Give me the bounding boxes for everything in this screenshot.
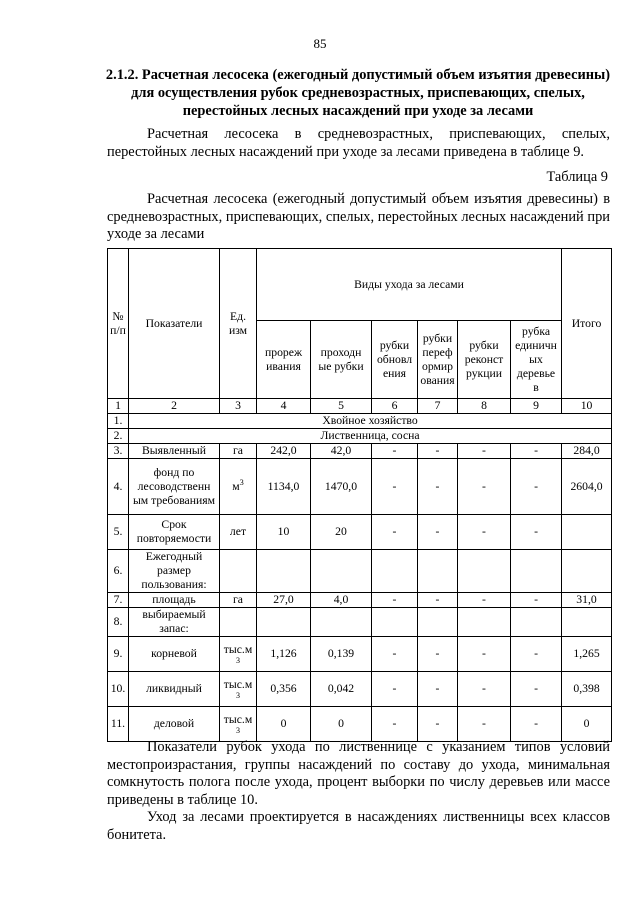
table-row bbox=[108, 593, 612, 608]
row-unit bbox=[220, 707, 257, 742]
column-number: 7 bbox=[418, 399, 458, 414]
row-value: 0 bbox=[311, 707, 372, 742]
unit-text: тыс.м bbox=[223, 678, 253, 691]
row-value: - bbox=[418, 672, 458, 707]
row-value: - bbox=[372, 672, 418, 707]
data-table bbox=[107, 248, 612, 742]
unit-text: га bbox=[233, 444, 243, 457]
table-body bbox=[108, 414, 612, 742]
row-value: - bbox=[458, 444, 511, 459]
row-value: - bbox=[372, 515, 418, 550]
row-value: - bbox=[458, 459, 511, 515]
row-value: 0,139 bbox=[311, 637, 372, 672]
row-indicator: площадь bbox=[129, 593, 220, 608]
unit-subscript: 3 bbox=[236, 656, 240, 665]
row-value: 0,042 bbox=[311, 672, 372, 707]
row-value: - bbox=[418, 593, 458, 608]
row-unit bbox=[220, 515, 257, 550]
row-value: - bbox=[511, 593, 562, 608]
row-indicator: деловой bbox=[129, 707, 220, 742]
row-value: 10 bbox=[257, 515, 311, 550]
row-value bbox=[458, 608, 511, 637]
header-type: рубки переф ормир ования bbox=[418, 321, 458, 399]
row-indicator: выбираемый запас: bbox=[129, 608, 220, 637]
row-indicator: Ежегодный размер пользования: bbox=[129, 550, 220, 593]
row-number: 6. bbox=[108, 550, 129, 593]
header-type: прореж ивания bbox=[257, 321, 311, 399]
row-unit bbox=[220, 672, 257, 707]
row-indicator: фонд по лесоводственн ым требованиям bbox=[129, 459, 220, 515]
row-number: 9. bbox=[108, 637, 129, 672]
row-value: - bbox=[511, 637, 562, 672]
row-value: 0,356 bbox=[257, 672, 311, 707]
row-number: 7. bbox=[108, 593, 129, 608]
section-heading: 2.1.2. Расчетная лесосека (ежегодный допустимый объем изъятия древесины) для осуществления рубок средневозрастных, приспевающих, спелых, перестойных лесных насаждений при уходе за лесами bbox=[105, 67, 611, 119]
column-number-row bbox=[108, 399, 612, 414]
row-value: - bbox=[372, 459, 418, 515]
row-value: - bbox=[458, 672, 511, 707]
row-value: 1470,0 bbox=[311, 459, 372, 515]
column-number: 2 bbox=[129, 399, 220, 414]
row-value: - bbox=[372, 593, 418, 608]
column-number: 4 bbox=[257, 399, 311, 414]
row-indicator: Выявленный bbox=[129, 444, 220, 459]
column-number: 9 bbox=[511, 399, 562, 414]
unit-text: лет bbox=[229, 525, 247, 538]
unit-subscript: 3 bbox=[236, 691, 240, 700]
header-total: Итого bbox=[562, 249, 612, 399]
row-value: - bbox=[418, 444, 458, 459]
row-total: 1,265 bbox=[562, 637, 612, 672]
row-value: - bbox=[458, 515, 511, 550]
row-value: - bbox=[511, 515, 562, 550]
header-type: рубка единичн ых деревье в bbox=[511, 321, 562, 399]
row-value: 20 bbox=[311, 515, 372, 550]
row-number: 2. bbox=[108, 429, 129, 444]
row-value: - bbox=[372, 707, 418, 742]
row-total: 2604,0 bbox=[562, 459, 612, 515]
table-row bbox=[108, 608, 612, 637]
row-value: - bbox=[418, 637, 458, 672]
row-value: - bbox=[458, 593, 511, 608]
row-unit bbox=[220, 459, 257, 515]
table-row bbox=[108, 672, 612, 707]
row-value bbox=[418, 608, 458, 637]
unit-text: тыс.м bbox=[223, 643, 253, 656]
row-value bbox=[511, 608, 562, 637]
header-care-types: Виды ухода за лесами bbox=[257, 249, 562, 321]
unit-subscript: 3 bbox=[236, 726, 240, 735]
row-value: - bbox=[511, 672, 562, 707]
row-indicator: ликвидный bbox=[129, 672, 220, 707]
column-number: 5 bbox=[311, 399, 372, 414]
intro-paragraph: Расчетная лесосека в средневозрастных, приспевающих, спелых, перестойных лесных насаждений при уходе за лесами приведена в таблице 9. bbox=[107, 126, 610, 160]
row-value bbox=[257, 550, 311, 593]
row-indicator: корневой bbox=[129, 637, 220, 672]
row-value: - bbox=[418, 707, 458, 742]
table-row bbox=[108, 444, 612, 459]
row-value bbox=[458, 550, 511, 593]
unit-text: тыс.м bbox=[223, 713, 253, 726]
row-value bbox=[257, 608, 311, 637]
unit-text: га bbox=[233, 593, 243, 606]
row-value: 4,0 bbox=[311, 593, 372, 608]
row-unit bbox=[220, 637, 257, 672]
row-unit bbox=[220, 444, 257, 459]
row-number: 3. bbox=[108, 444, 129, 459]
row-group-label: Лиственница, сосна bbox=[129, 429, 612, 444]
closing-paragraph-1: Показатели рубок ухода по лиственнице с указанием типов условий местопроизрастания, группы насаждений по составу до ухода, минимальная сомкнутость полога после ухода, процент выборки по числу деревьев или массе приведены в таблице 10. bbox=[107, 739, 610, 808]
row-number: 1. bbox=[108, 414, 129, 429]
table-row bbox=[108, 550, 612, 593]
row-value bbox=[511, 550, 562, 593]
header-type: проходн ые рубки bbox=[311, 321, 372, 399]
header-type: рубки обновл ения bbox=[372, 321, 418, 399]
column-number: 3 bbox=[220, 399, 257, 414]
column-number: 1 bbox=[108, 399, 129, 414]
table-row bbox=[108, 429, 612, 444]
row-value bbox=[418, 550, 458, 593]
row-total: 0,398 bbox=[562, 672, 612, 707]
table-row bbox=[108, 459, 612, 515]
row-value bbox=[311, 608, 372, 637]
row-value bbox=[372, 550, 418, 593]
row-total bbox=[562, 608, 612, 637]
header-unit: Ед. изм bbox=[220, 249, 257, 399]
row-value bbox=[311, 550, 372, 593]
row-number: 4. bbox=[108, 459, 129, 515]
row-value: 1134,0 bbox=[257, 459, 311, 515]
column-number: 8 bbox=[458, 399, 511, 414]
row-value: 1,126 bbox=[257, 637, 311, 672]
row-number: 11. bbox=[108, 707, 129, 742]
table-row bbox=[108, 707, 612, 742]
row-value: - bbox=[372, 444, 418, 459]
row-total bbox=[562, 550, 612, 593]
table-row bbox=[108, 414, 612, 429]
row-number: 8. bbox=[108, 608, 129, 637]
row-unit bbox=[220, 550, 257, 593]
table-label: Таблица 9 bbox=[546, 169, 608, 185]
row-value: 42,0 bbox=[311, 444, 372, 459]
row-value: - bbox=[418, 515, 458, 550]
row-value: - bbox=[418, 459, 458, 515]
row-value: 27,0 bbox=[257, 593, 311, 608]
row-value: - bbox=[511, 459, 562, 515]
row-total: 31,0 bbox=[562, 593, 612, 608]
unit-text: м bbox=[232, 479, 240, 493]
row-value: - bbox=[511, 707, 562, 742]
row-value: - bbox=[458, 637, 511, 672]
header-indicator: Показатели bbox=[129, 249, 220, 399]
closing-paragraph-2: Уход за лесами проектируется в насаждениях лиственницы всех классов бонитета. bbox=[107, 809, 610, 843]
row-value: 242,0 bbox=[257, 444, 311, 459]
row-value: - bbox=[458, 707, 511, 742]
row-value bbox=[372, 608, 418, 637]
page-number: 85 bbox=[313, 36, 327, 51]
row-number: 5. bbox=[108, 515, 129, 550]
row-indicator: Срок повторяемости bbox=[129, 515, 220, 550]
table-row bbox=[108, 515, 612, 550]
header-num: № п/п bbox=[108, 249, 129, 399]
row-value: - bbox=[372, 637, 418, 672]
row-number: 10. bbox=[108, 672, 129, 707]
row-unit bbox=[220, 593, 257, 608]
table-caption: Расчетная лесосека (ежегодный допустимый объем изъятия древесины) в средневозрастных, приспевающих, спелых, перестойных лесных насаждений при уходе за лесами bbox=[107, 191, 610, 242]
header-type: рубки реконст рукции bbox=[458, 321, 511, 399]
row-total: 0 bbox=[562, 707, 612, 742]
row-value: 0 bbox=[257, 707, 311, 742]
row-group-label: Хвойное хозяйство bbox=[129, 414, 612, 429]
row-total: 284,0 bbox=[562, 444, 612, 459]
row-value: - bbox=[511, 444, 562, 459]
table-row bbox=[108, 637, 612, 672]
unit-superscript: 3 bbox=[239, 477, 244, 487]
row-unit bbox=[220, 608, 257, 637]
row-total bbox=[562, 515, 612, 550]
column-number: 10 bbox=[562, 399, 612, 414]
column-number: 6 bbox=[372, 399, 418, 414]
